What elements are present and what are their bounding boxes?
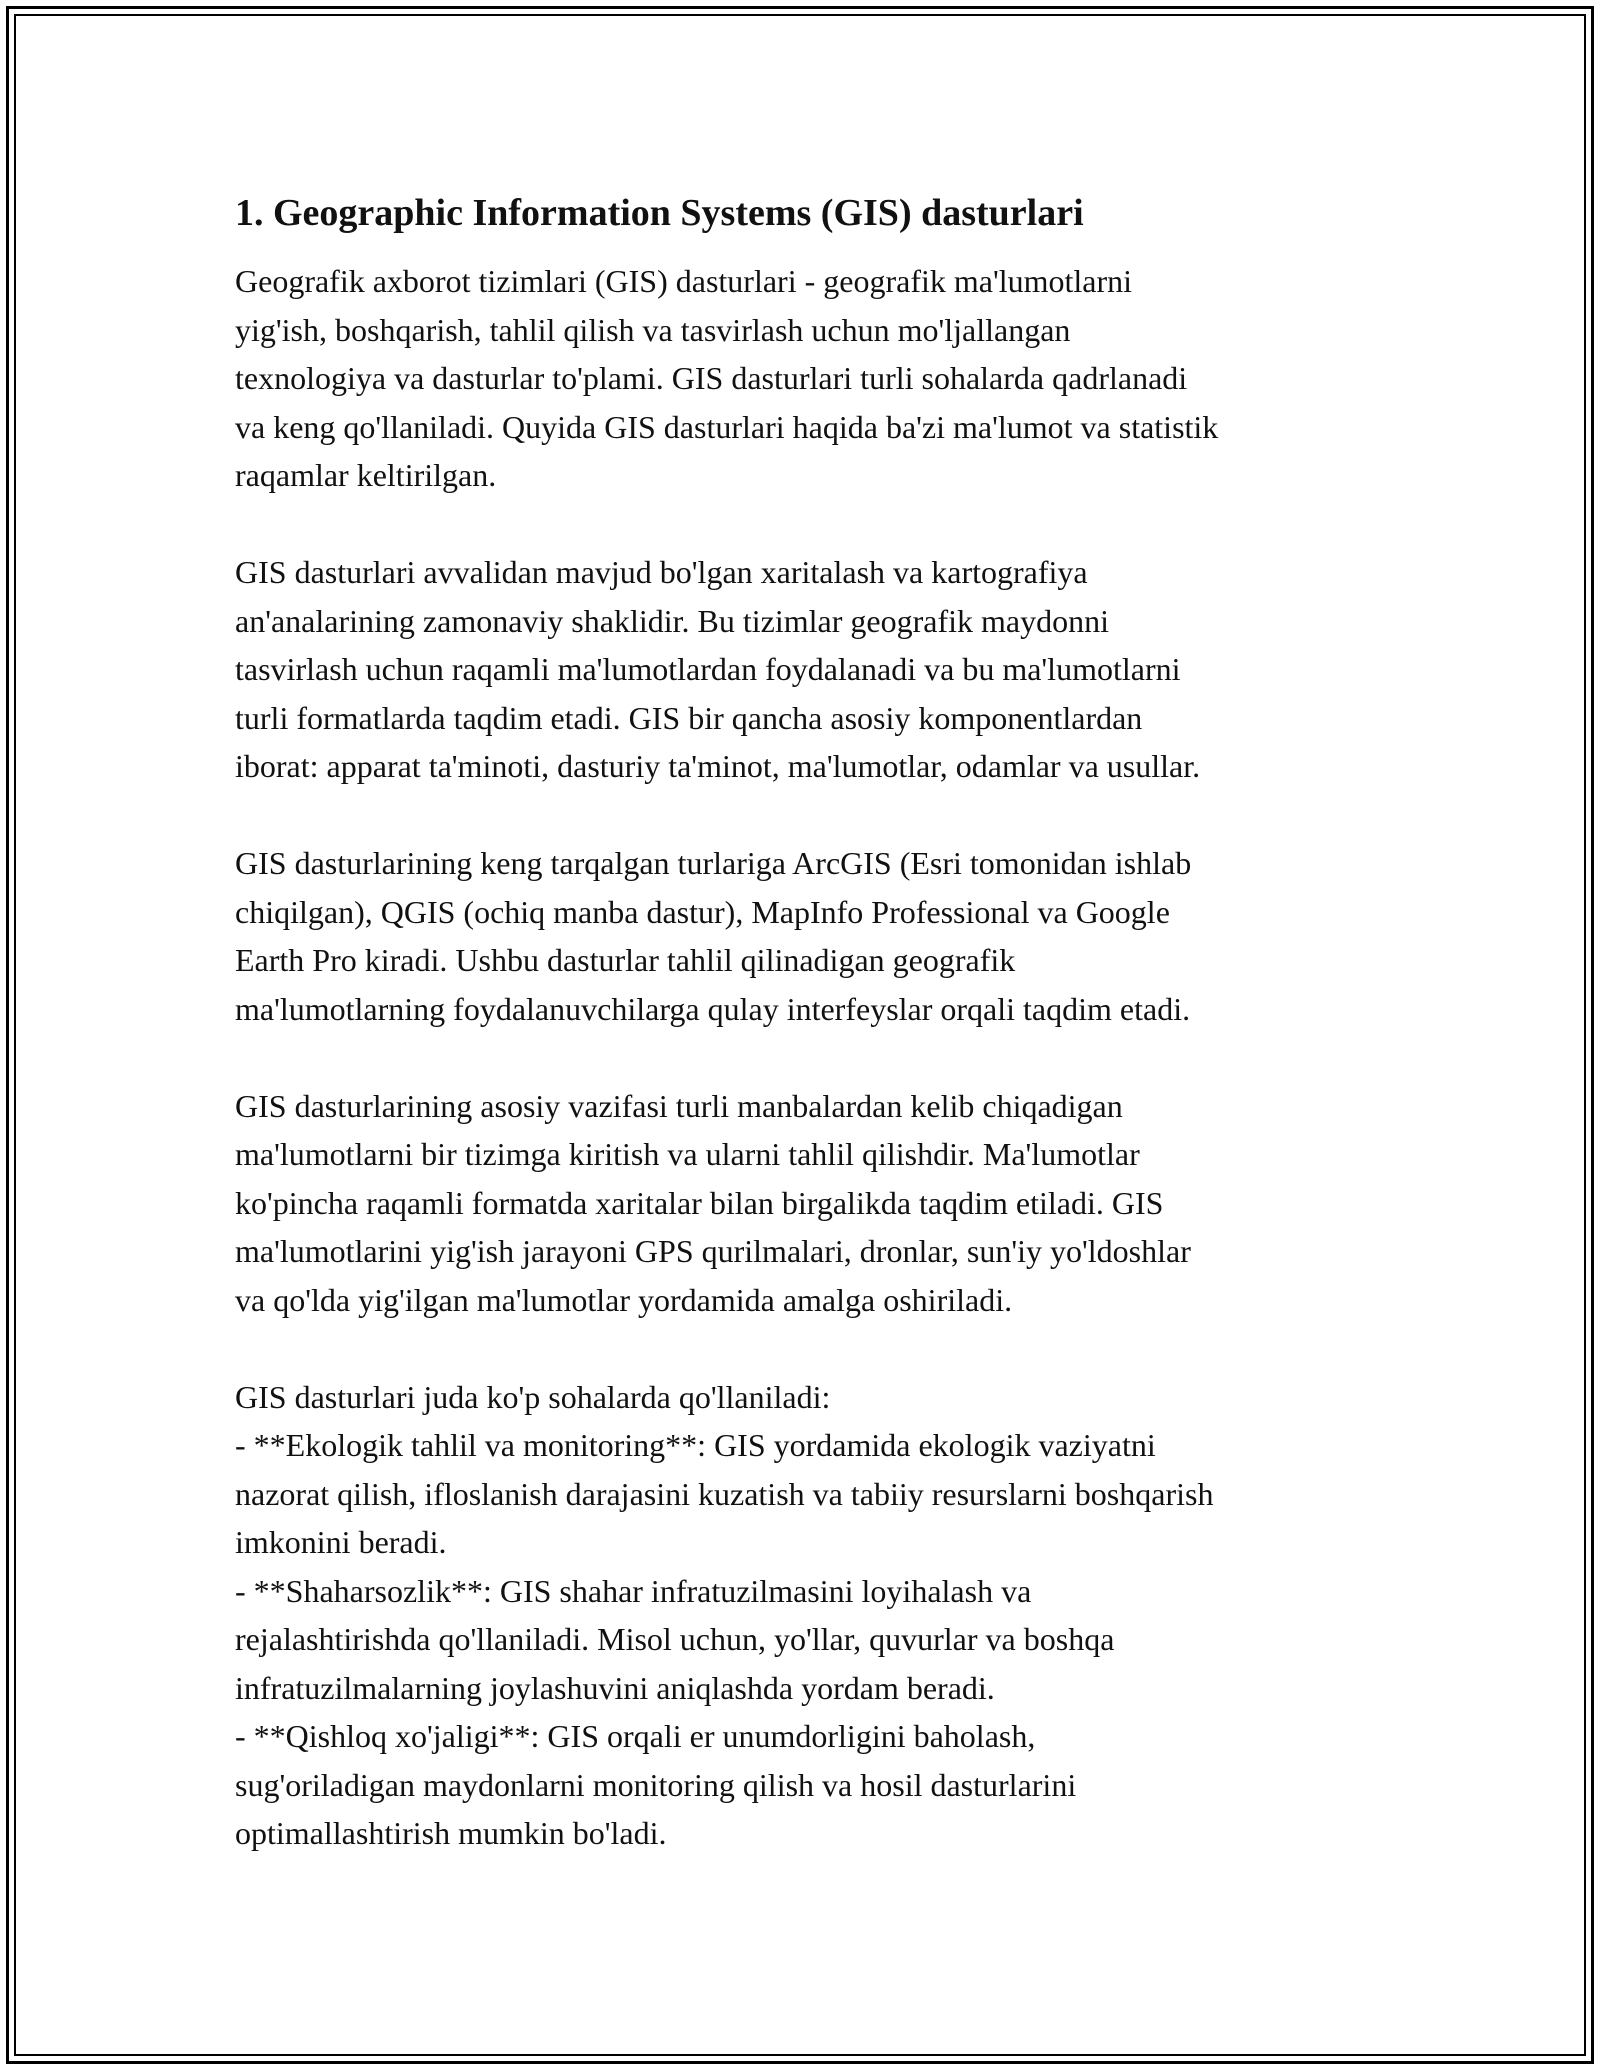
text-line: yig'ish, boshqarish, tahlil qilish va tasvirlash uchun mo'ljallangan (235, 311, 1071, 348)
text-line: tasvirlash uchun raqamli ma'lumotlardan foydalanadi va bu ma'lumotlarni (235, 651, 1181, 687)
text-line: ko'pincha raqamli formatda xaritalar bilan birgalikda taqdim etiladi. GIS (235, 1184, 1164, 1221)
text-line: texnologiya va dasturlar to'plami. GIS dasturlari turli sohalarda qadrlanadi (235, 360, 1188, 396)
text-line: GIS dasturlarining keng tarqalgan turlariga ArcGIS (Esri tomonidan ishlab (235, 845, 1192, 881)
text-line: Earth Pro kiradi. Ushbu dasturlar tahlil qilinadigan geografik (235, 942, 1016, 978)
paragraph-software-types (235, 839, 1365, 1033)
text-line: ma'lumotlarini yig'ish jarayoni GPS qurilmalari, dronlar, sun'iy yo'ldoshlar (235, 1233, 1191, 1269)
paragraph-intro (235, 257, 1365, 500)
document-title: 1. Geographic Information Systems (GIS) dasturlari (235, 192, 1084, 234)
list-item-ecology: - **Ekologik tahlil va monitoring**: GIS yordamida ekologik vaziyatni (235, 1427, 1156, 1463)
text-line: iborat: apparat ta'minoti, dasturiy ta'minot, ma'lumotlar, odamlar va usullar. (235, 748, 1201, 784)
text-line: turli formatlarda taqdim etadi. GIS bir qancha asosiy komponentlardan (235, 699, 1143, 736)
text-line: va keng qo'llaniladi. Quyida GIS dasturlari haqida ba'zi ma'lumot va statistik (235, 408, 1219, 445)
text-line: optimallashtirish mumkin bo'ladi. (235, 1815, 667, 1851)
text-line: ma'lumotlarning foydalanuvchilarga qulay interfeyslar orqali taqdim etadi. (235, 990, 1191, 1027)
text-line: va qo'lda yig'ilgan ma'lumotlar yordamida amalga oshiriladi. (235, 1281, 1013, 1318)
document-body (235, 187, 1365, 1858)
text-line: GIS dasturlari juda ko'p sohalarda qo'llaniladi: (235, 1378, 831, 1415)
list-item-agriculture: - **Qishloq xo'jaligi**: GIS orqali er unumdorligini baholash, (235, 1718, 1036, 1754)
list-item-urban-planning: - **Shaharsozlik**: GIS shahar infratuzilmasini loyihalash va (235, 1572, 1032, 1609)
paragraph-applications (235, 1373, 1365, 1858)
text-line: nazorat qilish, ifloslanish darajasini kuzatish va tabiiy resurslarni boshqarish (235, 1475, 1214, 1512)
text-line: chiqilgan), QGIS (ochiq manba dastur), MapInfo Professional va Google (235, 893, 1170, 930)
paragraph-history (235, 548, 1365, 791)
text-line: an'analarining zamonaviy shaklidir. Bu tizimlar geografik maydonni (235, 602, 1109, 639)
text-line: Geografik axborot tizimlari (GIS) dasturlari - geografik ma'lumotlarni (235, 263, 1133, 299)
text-line: GIS dasturlari avvalidan mavjud bo'lgan xaritalash va kartografiya (235, 554, 1088, 590)
text-line: rejalashtirishda qo'llaniladi. Misol uchun, yo'llar, quvurlar va boshqa (235, 1621, 1115, 1657)
text-line: sug'oriladigan maydonlarni monitoring qilish va hosil dasturlarini (235, 1766, 1077, 1803)
paragraph-main-function (235, 1082, 1365, 1325)
text-line: GIS dasturlarining asosiy vazifasi turli manbalardan kelib chiqadigan (235, 1087, 1123, 1124)
text-line: ma'lumotlarni bir tizimga kiritish va ularni tahlil qilishdir. Ma'lumotlar (235, 1136, 1140, 1172)
text-line: raqamlar keltirilgan. (235, 457, 497, 493)
text-line: infratuzilmalarning joylashuvini aniqlashda yordam beradi. (235, 1669, 995, 1706)
text-line: imkonini beradi. (235, 1524, 447, 1560)
